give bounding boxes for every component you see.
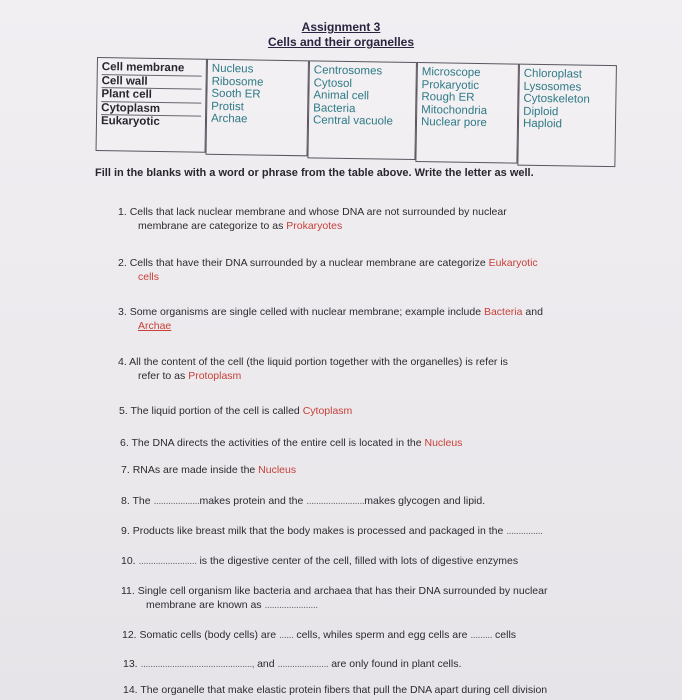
- answer-text: Eukaryotic: [488, 257, 538, 269]
- question-text: membrane are known as: [146, 599, 265, 611]
- word-bank-cell: Eukaryotic: [100, 115, 160, 129]
- question-text: membrane are categorize to as: [138, 220, 287, 232]
- question-9: [121, 524, 543, 538]
- word-bank-cell: Protist: [211, 100, 244, 114]
- question-text: is the digestive center of the cell, filled with lots of digestive enzymes: [196, 555, 519, 567]
- blank: ........................: [306, 495, 365, 507]
- word-bank-cell: Nucleus: [211, 62, 254, 76]
- question-11: [121, 584, 547, 612]
- question-text: The DNA directs the activities of the entire cell is located in the: [131, 437, 425, 449]
- question-number: 5.: [119, 405, 128, 417]
- answer-text: Nucleus: [258, 464, 297, 476]
- word-bank-cell: Centrosomes: [313, 64, 383, 78]
- question-5: [119, 404, 352, 418]
- word-bank-cell: Mitochondria: [421, 103, 488, 117]
- page-title: Assignment 3: [301, 20, 381, 34]
- question-text: cells, whiles sperm and egg cells are: [293, 629, 471, 641]
- question-text: Somatic cells (body cells) are: [139, 629, 279, 641]
- word-bank-column-3: [307, 60, 417, 160]
- question-8: [121, 494, 485, 508]
- question-text: The liquid portion of the cell is called: [130, 405, 303, 417]
- question-text: The organelle that make elastic protein fibers that pull the DNA apart during cell division: [140, 684, 548, 696]
- word-bank-column-1: [96, 57, 207, 153]
- question-2: [118, 256, 538, 284]
- question-text: cells: [492, 629, 517, 641]
- question-6: [120, 436, 462, 450]
- question-text: makes glycogen and lipid.: [364, 495, 486, 507]
- blank: ...................: [153, 495, 200, 507]
- question-text: Products like breast milk that the body makes is processed and packaged in the: [132, 525, 507, 537]
- question-number: 8.: [121, 495, 130, 507]
- question-text: and: [254, 658, 278, 670]
- question-10: [121, 554, 518, 568]
- question-number: 14.: [123, 684, 138, 696]
- header: [0, 20, 682, 49]
- question-1: [118, 205, 507, 233]
- question-text: Cells that lack nuclear membrane and whose DNA are not surrounded by nuclear: [129, 206, 507, 218]
- word-bank-cell: Cytoskeleton: [523, 92, 590, 106]
- question-text: RNAs are made inside the: [132, 464, 259, 476]
- word-bank-cell: Nuclear pore: [420, 116, 487, 130]
- question-7: [121, 463, 296, 477]
- question-12: [122, 628, 516, 642]
- word-bank-cell: Chloroplast: [523, 67, 583, 81]
- answer-text: cells: [138, 271, 160, 283]
- word-bank-cell: Sooth ER: [211, 87, 261, 101]
- page-subtitle: Cells and their organelles: [267, 35, 415, 49]
- word-bank-cell: Lysosomes: [523, 80, 582, 94]
- word-bank-column-2: [205, 59, 308, 157]
- blank: ......: [279, 629, 294, 641]
- word-bank-cell: Central vacuole: [312, 114, 394, 129]
- question-number: 1.: [118, 206, 127, 218]
- blank: ...............: [506, 525, 543, 537]
- blank: .....................: [277, 658, 329, 670]
- word-bank-cell: Microscope: [421, 66, 481, 80]
- question-4: [118, 355, 508, 383]
- word-bank-cell: Cell wall: [102, 75, 202, 90]
- answer-text: Archae: [138, 320, 172, 332]
- blank: .........: [470, 629, 493, 641]
- blank: .......................: [140, 658, 197, 670]
- question-text: Cells that have their DNA surrounded by a nuclear membrane are categorize: [129, 257, 489, 269]
- blank: .......................,: [196, 658, 255, 670]
- blank: ........................: [138, 555, 197, 567]
- word-bank-column-5: [517, 64, 617, 168]
- question-number: 6.: [120, 437, 129, 449]
- question-number: 2.: [118, 257, 127, 269]
- word-bank-cell: Ribosome: [211, 75, 264, 89]
- question-number: 7.: [121, 464, 130, 476]
- word-bank-table: [95, 57, 619, 179]
- word-bank-cell: Cytosol: [313, 77, 353, 90]
- question-text: and: [522, 306, 543, 318]
- answer-text: Cytoplasm: [302, 405, 353, 417]
- word-bank-cell: Cell membrane: [102, 61, 202, 76]
- question-text: are only found in plant cells.: [328, 658, 462, 670]
- question-3: [118, 305, 543, 333]
- word-bank-column-4: [415, 62, 519, 164]
- blank: ......................: [264, 599, 318, 611]
- word-bank-cell: Archae: [210, 113, 248, 126]
- question-text: Some organisms are single celled with nuclear membrane; example include: [129, 306, 484, 318]
- question-text: The: [132, 495, 154, 507]
- word-bank-cell: Rough ER: [421, 91, 475, 105]
- question-number: 12.: [122, 629, 137, 641]
- question-text: Single cell organism like bacteria and archaea that has their DNA surrounded by nuclear: [137, 585, 548, 597]
- question-text: All the content of the cell (the liquid portion together with the organelles) is refer is: [129, 356, 508, 368]
- question-number: 3.: [118, 306, 127, 318]
- word-bank-cell: Animal cell: [313, 89, 370, 103]
- answer-text: Nucleus: [424, 437, 463, 449]
- word-bank-cell: Cytoplasm: [101, 102, 201, 117]
- word-bank-cell: Prokaryotic: [421, 78, 480, 92]
- question-number: 9.: [121, 525, 130, 537]
- word-bank-cell: Diploid: [523, 105, 559, 119]
- question-number: 13.: [123, 658, 138, 670]
- answer-text: Bacteria: [483, 306, 523, 318]
- question-number: 11.: [121, 585, 135, 597]
- instructions: Fill in the blanks with a word or phrase from the table above. Write the letter as well.: [95, 167, 534, 179]
- question-number: 10.: [121, 555, 136, 567]
- question-text: refer to as: [138, 370, 189, 382]
- answer-text: Protoplasm: [188, 370, 242, 382]
- word-bank-cell: Bacteria: [313, 102, 356, 115]
- word-bank-cell: Haploid: [522, 118, 563, 131]
- question-14: [123, 683, 547, 697]
- question-number: 4.: [118, 356, 127, 368]
- word-bank-cell: Plant cell: [101, 88, 201, 103]
- question-text: makes protein and the: [199, 495, 307, 507]
- answer-text: Prokaryotes: [286, 220, 343, 232]
- question-13: [123, 657, 461, 671]
